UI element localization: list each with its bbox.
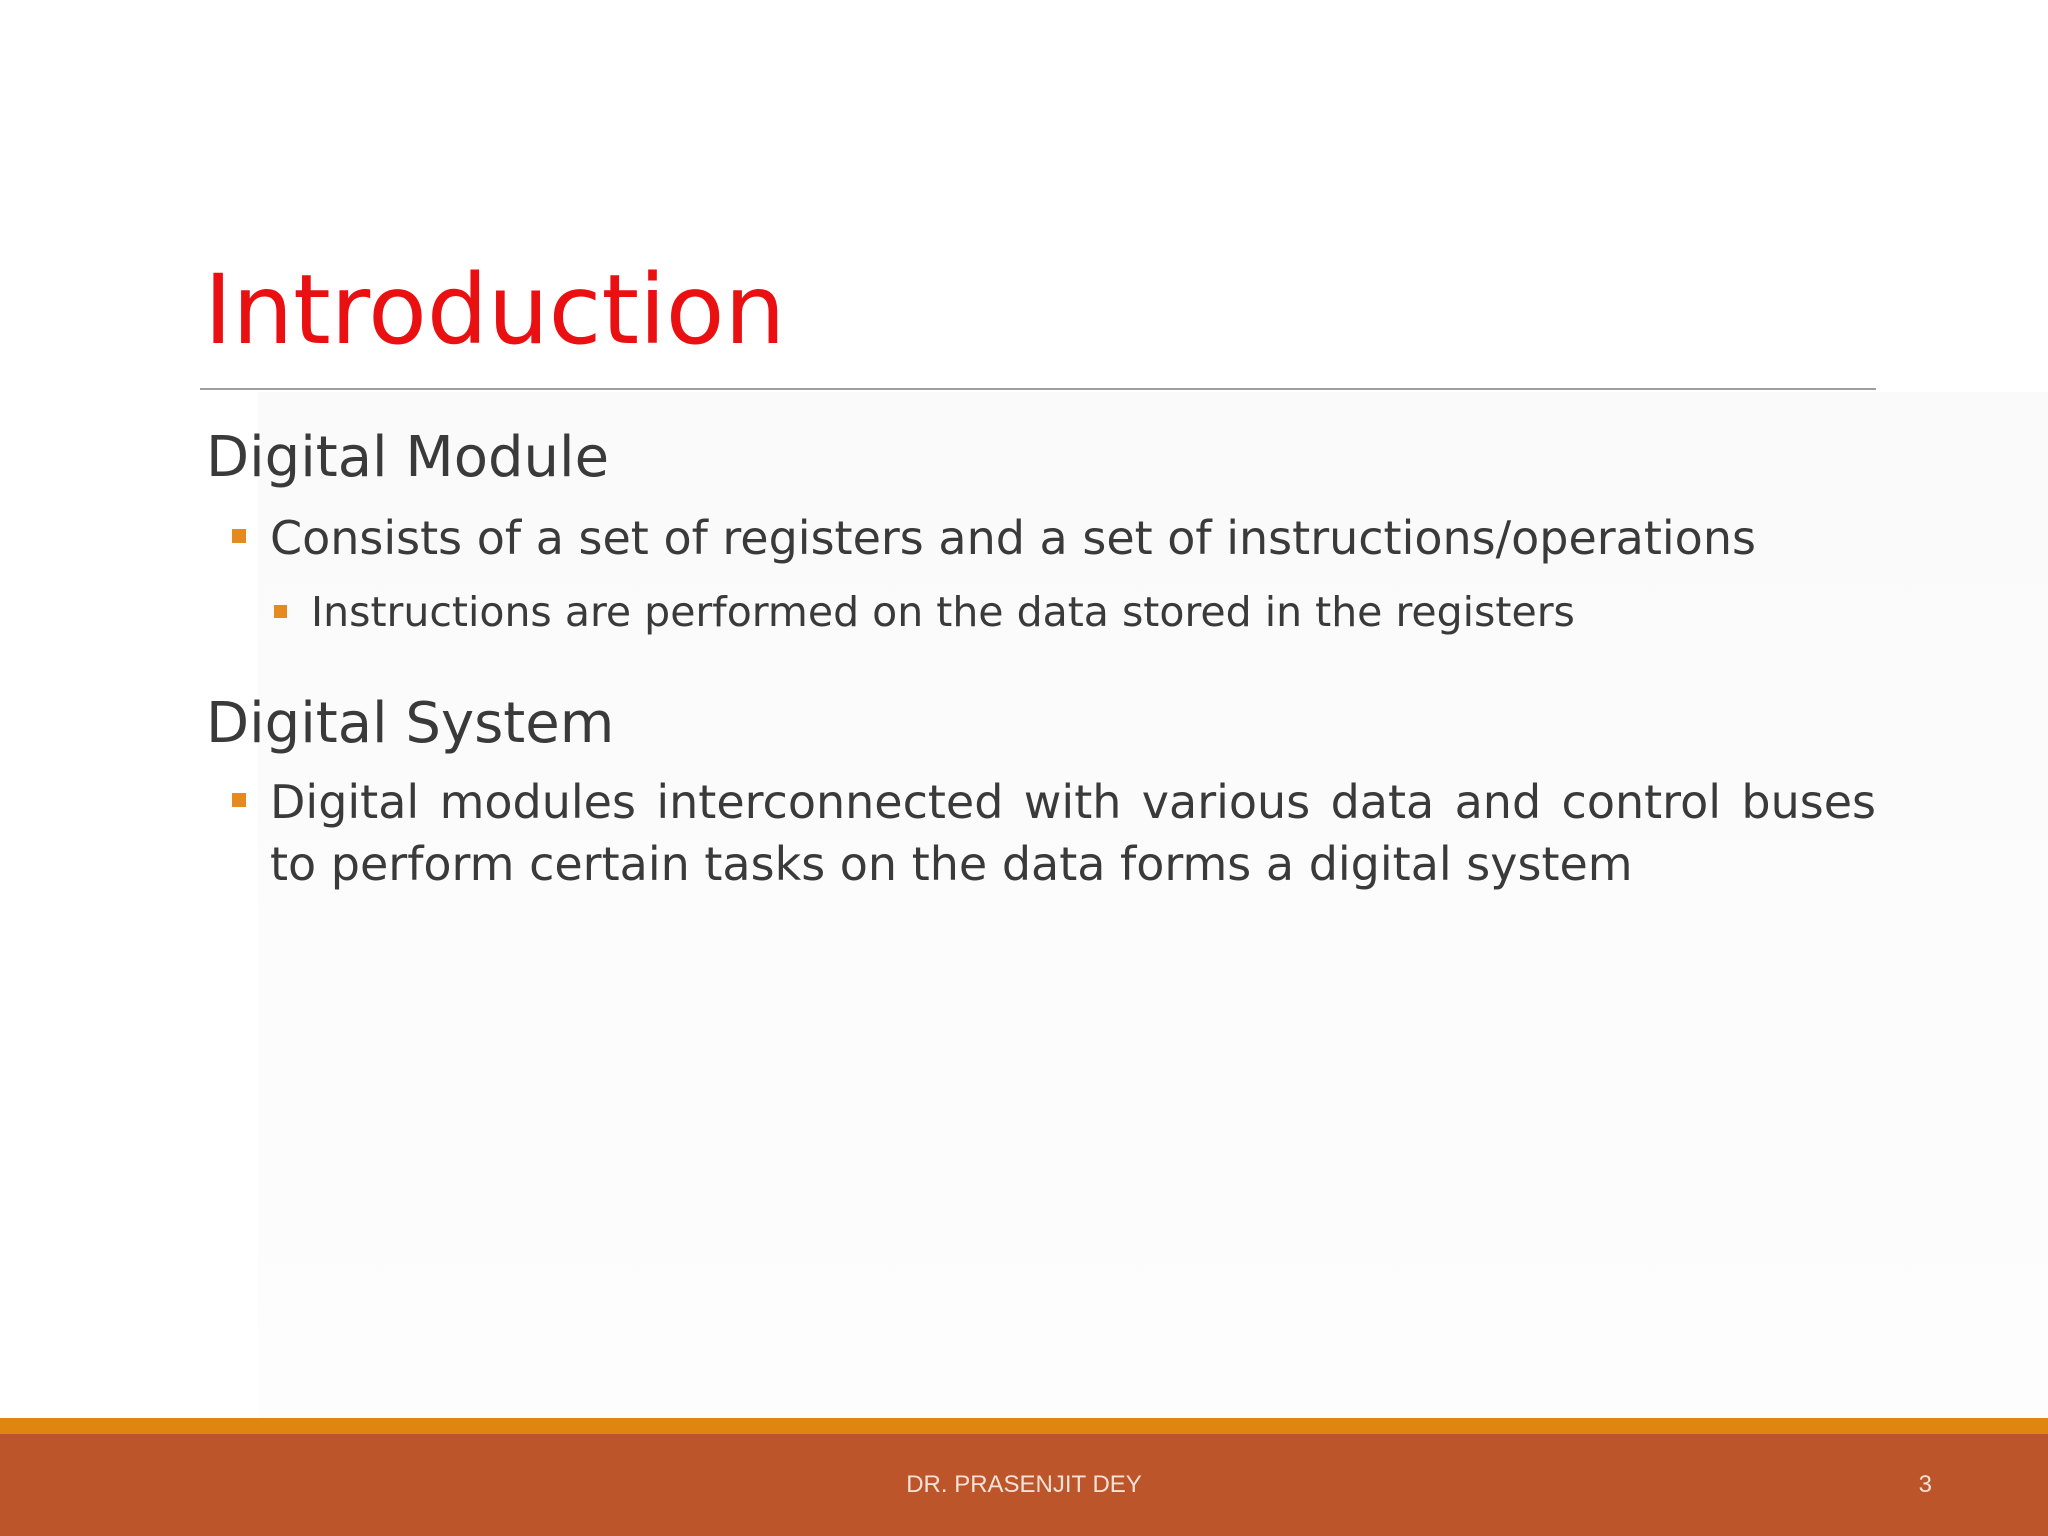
page-number: 3: [1918, 1471, 1932, 1498]
square-bullet-icon: [274, 605, 287, 618]
bullet-item: [232, 771, 1876, 895]
footer-bar: [0, 1434, 2048, 1536]
title-divider: [200, 388, 1876, 390]
section-heading-digital-module: Digital Module: [206, 425, 610, 490]
bullet-text: Digital modules interconnected with various data and control buses to perform certain tasks on the data forms a digital system: [270, 775, 1876, 891]
sub-bullet-text: Instructions are performed on the data stored in the registers: [311, 588, 1575, 636]
square-bullet-icon: [232, 793, 246, 807]
slide-title: Introduction: [204, 254, 786, 366]
bullet-text: Consists of a set of registers and a set of instructions/operations: [270, 511, 1756, 565]
bullet-item: [232, 507, 1756, 569]
section-heading-digital-system: Digital System: [206, 691, 615, 756]
footer-accent-stripe: [0, 1418, 2048, 1434]
square-bullet-icon: [232, 529, 246, 543]
footer-author: DR. PRASENJIT DEY: [906, 1471, 1142, 1498]
sub-bullet-item: [274, 585, 1575, 639]
